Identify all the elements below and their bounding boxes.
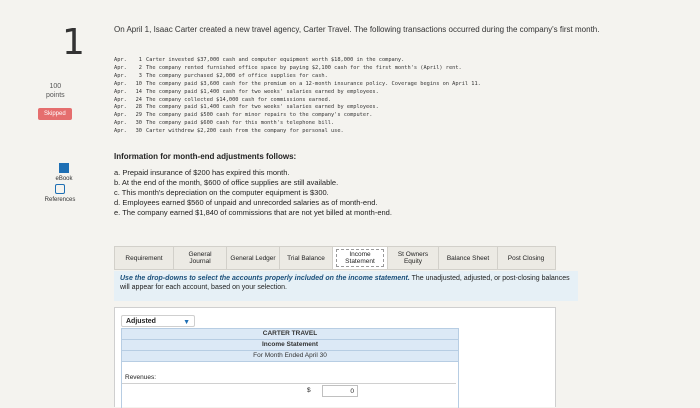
amount-input[interactable]: 0	[322, 385, 358, 397]
income-statement-panel	[114, 307, 556, 407]
transactions-list	[114, 57, 674, 136]
transaction-row: Apr. 30 Carter withdrew $2,200 cash from the company for personal use.	[114, 128, 344, 135]
transaction-row: Apr. 3 The company purchased $2,000 of office supplies for cash.	[114, 72, 328, 79]
instructions-bold: Use the drop-downs to select the accounts properly included on the income statement.	[120, 275, 410, 282]
ebook-label: eBook	[55, 176, 73, 182]
instructions-box	[114, 271, 578, 301]
adjustment-item: e. The company earned $1,840 of commissions that are not yet billed at month-end.	[114, 208, 392, 217]
instructions-text: The unadjusted, adjusted, or post-closing balances will appear for each account, based on your selection.	[120, 275, 570, 291]
transaction-row: Apr. 2 The company rented furnished office space by paying $2,100 cash for the first month's (April) rent.	[114, 64, 462, 71]
chevron-down-icon: ▼	[183, 319, 190, 326]
balance-type-dropdown[interactable]	[121, 315, 195, 327]
statement-period: For Month Ended April 30	[122, 351, 458, 362]
revenues-label: Revenues:	[122, 372, 456, 384]
adjustment-item: d. Employees earned $560 of unpaid and unrecorded salaries as of month-end.	[114, 198, 378, 207]
currency-symbol: $	[307, 387, 311, 394]
tab-requirement[interactable]: Requirement	[115, 247, 174, 269]
tab-st-owners-equity[interactable]: St Owners Equity	[388, 247, 439, 269]
statement-header	[122, 329, 458, 362]
transaction-row: Apr. 10 The company paid $3,600 cash for the premium on a 12-month insurance policy. Coverage begins on April 11.	[114, 80, 481, 87]
amount-row	[122, 385, 456, 399]
adjustment-item: b. At the end of the month, $600 of office supplies are still available.	[114, 178, 339, 187]
transaction-row: Apr. 30 The company paid $600 cash for this month's telephone bill.	[114, 120, 335, 127]
income-statement-table	[121, 328, 459, 408]
skipped-badge: Skipped	[38, 108, 72, 120]
left-sidebar	[0, 0, 100, 406]
adjustment-item: a. Prepaid insurance of $200 has expired this month.	[114, 168, 290, 177]
references-label: References	[44, 197, 76, 203]
question-number: 1	[62, 22, 85, 63]
tab-general-ledger[interactable]: General Ledger	[227, 247, 280, 269]
points-label: points	[46, 92, 65, 99]
company-name: CARTER TRAVEL	[122, 329, 458, 340]
tab-balance-sheet[interactable]: Balance Sheet	[439, 247, 498, 269]
problem-intro: On April 1, Isaac Carter created a new travel agency, Carter Travel. The following transactions occurred during the company's first month.	[114, 25, 600, 34]
ebook-link[interactable]	[38, 163, 90, 182]
tab-trial-balance[interactable]: Trial Balance	[280, 247, 333, 269]
book-icon	[59, 163, 69, 173]
tab-post-closing[interactable]: Post Closing	[507, 254, 545, 262]
statement-title: Income Statement	[122, 340, 458, 351]
transaction-row: Apr. 1 Carter invested $37,000 cash and computer equipment worth $18,000 in the company.	[114, 57, 405, 63]
adjustments-heading: Information for month-end adjustments follows:	[114, 152, 297, 161]
points-value: 100	[49, 83, 62, 90]
requirement-tabs	[114, 246, 556, 270]
tab-income-statement[interactable]: Income Statement	[333, 247, 388, 269]
references-icon	[55, 184, 65, 194]
dropdown-value: Adjusted	[126, 318, 156, 325]
adjustment-item: c. This month's depreciation on the computer equipment is $300.	[114, 188, 329, 197]
tab-general-journal[interactable]: General Journal	[174, 247, 227, 269]
adjustments-list	[114, 168, 634, 218]
transaction-row: Apr. 24 The company collected $14,000 cash for commissions earned.	[114, 96, 331, 103]
transaction-row: Apr. 28 The company paid $1,400 cash for two weeks' salaries earned by employees.	[114, 104, 379, 111]
points-display	[46, 82, 65, 100]
transaction-row: Apr. 29 The company paid $500 cash for minor repairs to the company's computer.	[114, 112, 373, 119]
references-link[interactable]	[30, 184, 90, 203]
transaction-row: Apr. 14 The company paid $1,400 cash for two weeks' salaries earned by employees.	[114, 88, 379, 95]
